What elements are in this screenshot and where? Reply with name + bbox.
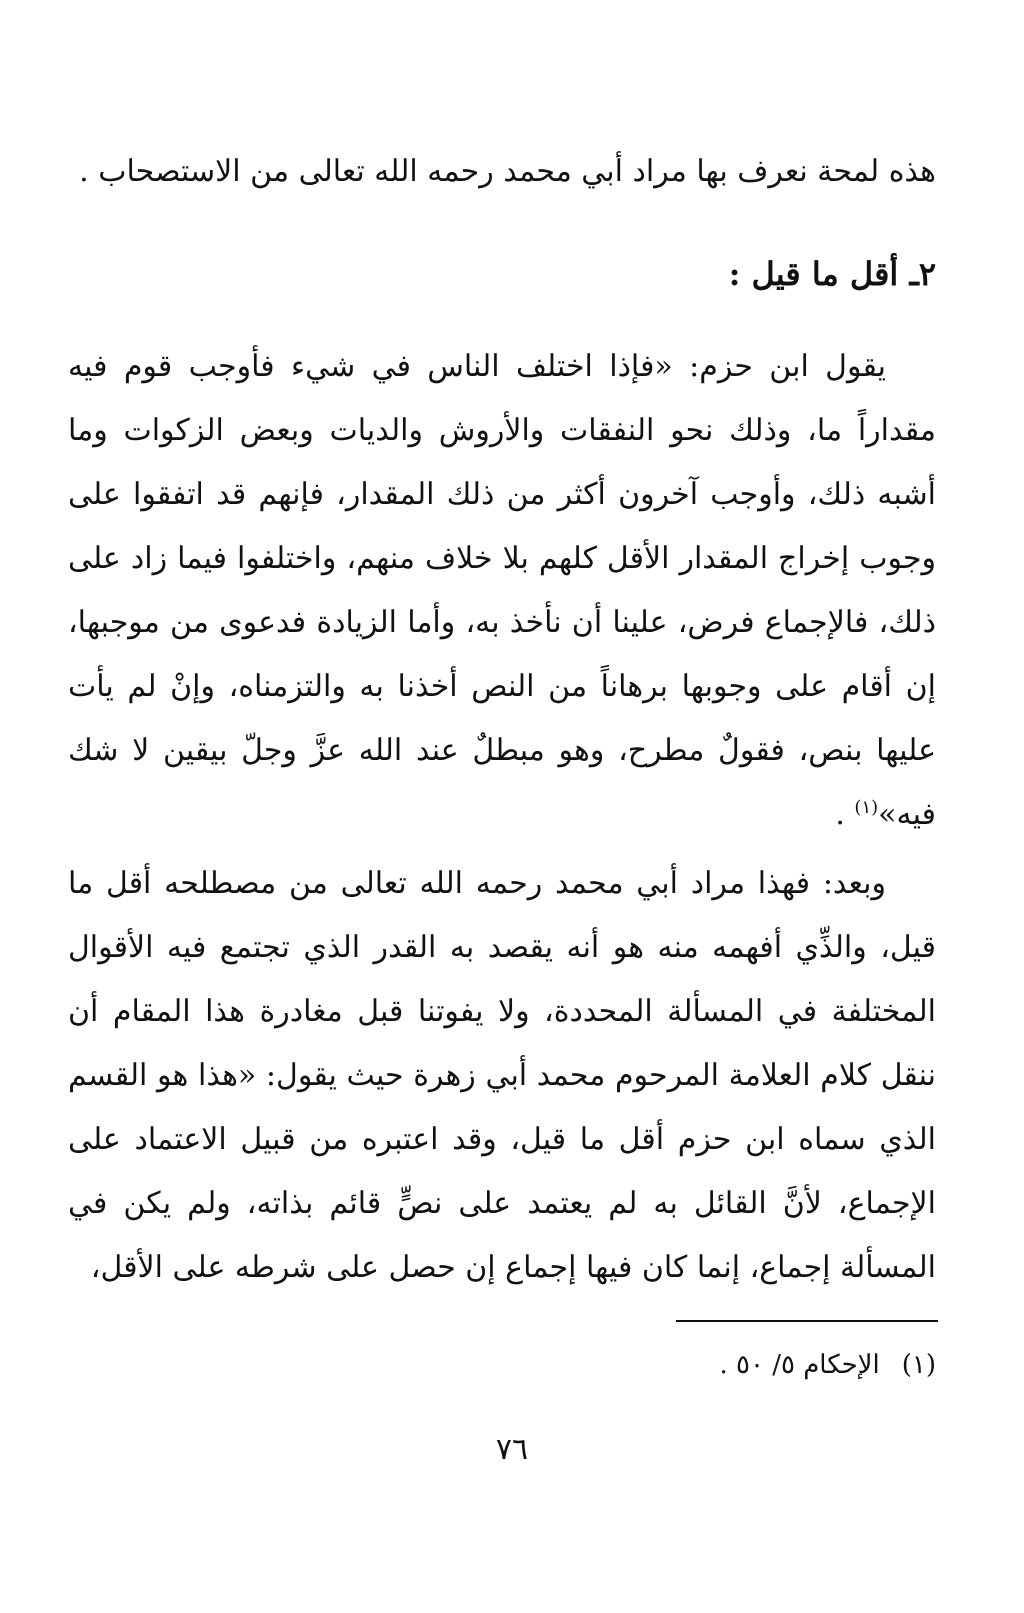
page-number: ٧٦	[495, 1432, 529, 1467]
intro-text: هذه لمحة نعرف بها مراد أبي محمد رحمه الله تعالى من الاستصحاب .	[79, 154, 936, 189]
paragraph-1-text: يقول ابن حزم: «فإذا اختلف الناس في شيء فأوجب قوم فيه مقداراً ما، وذلك نحو النفقات والأروش والديات وبعض الزكوات وما أشبه ذلك، وأوجب آخرون أكثر من ذلك المقدار، فإنهم قد اتفقوا على وجوب إخراج المقدار الأقل كلهم بلا خلاف منهم، واختلفوا فيما زاد على ذلك، فالإجماع فرض، علينا أن نأخذ به، وأما الزيادة فدعوى من موجبها، إن أقام على وجوبها برهاناً من النص أخذنا به والتزمناه، وإنْ لم يأت عليها بنص، فقولٌ مطرح، وهو مبطلٌ عند الله عزَّ وجلّ بيقين لا شك فيه»	[68, 349, 937, 832]
footnote-text: الإحكام ٥/ ٥٠ .	[719, 1350, 880, 1380]
footnote	[719, 1340, 936, 1390]
paragraph-commentary: وبعد: فهذا مراد أبي محمد رحمه الله تعالى من مصطلحه أقل ما قيل، والذِّي أفهمه منه هو أنه يقصد به القدر الذي تجتمع فيه الأقوال المختلفة في المسألة المحددة، ولا يفوتنا قبل مغادرة هذا المقام أن ننقل كلام العلامة المرحوم محمد أبي زهرة حيث يقول: «هذا هو القسم الذي سماه ابن حزم أقل ما قيل، وقد اعتبره من قبيل الاعتماد على الإجماع، لأنَّ القائل به لم يعتمد على نصٍّ قائم بذاته، ولم يكن في المسألة إجماع، إنما كان فيها إجماع إن حصل على شرطه على الأقل،	[68, 866, 936, 1285]
footnote-divider	[676, 1320, 938, 1322]
paragraph-1-end: .	[835, 797, 855, 832]
footnote-reference[interactable]: (١)	[854, 797, 879, 818]
paragraph-ibn-hazm-quote	[68, 335, 936, 847]
section-heading: ٢ـ أقل ما قيل :	[728, 255, 936, 293]
footnote-number: (١)	[901, 1350, 936, 1380]
